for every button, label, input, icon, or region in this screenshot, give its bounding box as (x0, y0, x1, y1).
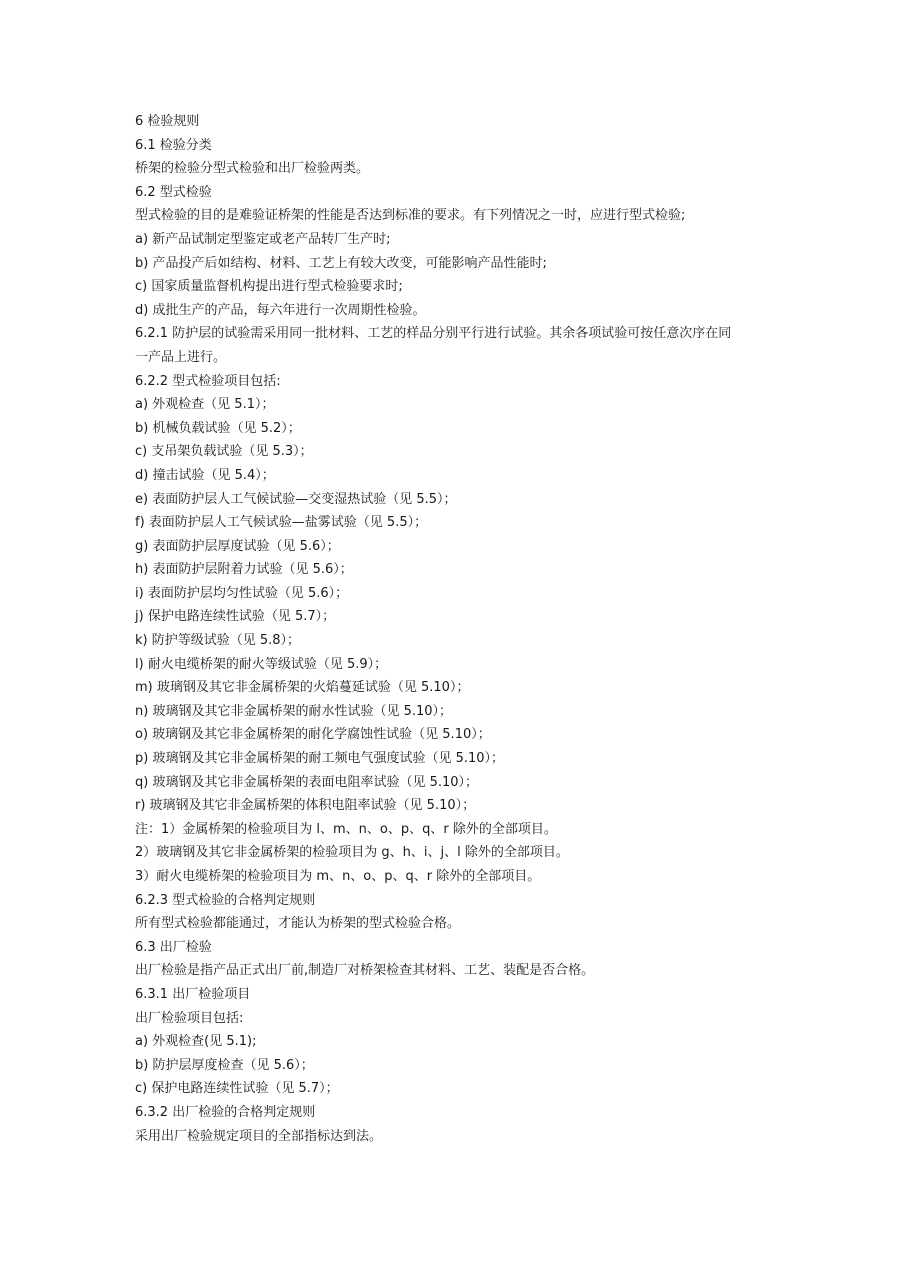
subsection-heading: 6.3 出厂检验 (135, 939, 212, 955)
paragraph: 6.2.1 防护层的试验需采用同一批材料、工艺的样品分别平行进行试验。其余各项试验可按任意次序在同 (135, 326, 732, 342)
list-item: o) 玻璃钢及其它非金属桥架的耐化学腐蚀性试验（见 5.10）； (135, 727, 491, 743)
section-heading: 6 检验规则 (135, 114, 200, 129)
list-item: a) 外观检查(见 5.1); (135, 1034, 257, 1050)
list-item: i) 表面防护层均匀性试验（见 5.6）； (135, 585, 349, 601)
paragraph: 桥架的检验分型式检验和出厂检验两类。 (135, 161, 370, 177)
list-item: d) 成批生产的产品，每六年进行一次周期性检验。 (135, 302, 426, 318)
paragraph: 所有型式检验都能通过，才能认为桥架的型式检验合格。 (135, 916, 461, 932)
list-item: b) 防护层厚度检查（见 5.6）； (135, 1057, 314, 1073)
list-item: b) 产品投产后如结构、材料、工艺上有较大改变，可能影响产品性能时; (135, 255, 547, 271)
list-item: k) 防护等级试验（见 5.8）； (135, 633, 301, 649)
paragraph-continuation: 一产品上进行。 (135, 349, 227, 365)
list-item: h) 表面防护层附着力试验（见 5.6）； (135, 562, 353, 578)
list-item: a) 新产品试制定型鉴定或老产品转厂生产时; (135, 231, 391, 247)
list-item: m) 玻璃钢及其它非金属桥架的火焰蔓延试验（见 5.10）； (135, 680, 470, 696)
subsection-heading: 6.2 型式检验 (135, 184, 212, 200)
list-item: d) 撞击试验（见 5.4）； (135, 467, 275, 483)
subsection-heading: 6.2.3 型式检验的合格判定规则 (135, 892, 316, 908)
list-item: e) 表面防护层人工气候试验—交变湿热试验（见 5.5）； (135, 491, 457, 507)
subsection-heading: 6.1 检验分类 (135, 137, 212, 153)
list-item: p) 玻璃钢及其它非金属桥架的耐工频电气强度试验（见 5.10）； (135, 751, 505, 767)
list-item: j) 保护电路连续性试验（见 5.7）； (135, 609, 336, 625)
list-item: g) 表面防护层厚度试验（见 5.6）； (135, 538, 340, 554)
document-page (135, 110, 785, 1148)
list-item: n) 玻璃钢及其它非金属桥架的耐水性试验（见 5.10）； (135, 703, 453, 719)
paragraph: 出厂检验是指产品正式出厂前,制造厂对桥架检查其材料、工艺、装配是否合格。 (135, 963, 595, 979)
subsection-heading: 6.3.1 出厂检验项目 (135, 986, 251, 1002)
note: 3）耐火电缆桥架的检验项目为 m、n、o、p、q、r 除外的全部项目。 (135, 869, 541, 884)
note: 注：1）金属桥架的检验项目为 l、m、n、o、p、q、r 除外的全部项目。 (135, 821, 557, 837)
list-item: a) 外观检查（见 5.1）； (135, 397, 275, 413)
list-item: c) 支吊架负载试验（见 5.3）； (135, 444, 313, 460)
paragraph: 出厂检验项目包括: (135, 1010, 244, 1026)
list-item: c) 国家质量监督机构提出进行型式检验要求时; (135, 279, 403, 295)
subsection-heading: 6.3.2 出厂检验的合格判定规则 (135, 1104, 316, 1120)
paragraph: 采用出厂检验规定项目的全部指标达到法。 (135, 1128, 383, 1144)
list-item: b) 机械负载试验（见 5.2）； (135, 420, 301, 436)
note: 2）玻璃钢及其它非金属桥架的检验项目为 g、h、i、j、l 除外的全部项目。 (135, 845, 569, 861)
list-item: f) 表面防护层人工气候试验—盐雾试验（见 5.5）； (135, 515, 428, 531)
subsection-heading: 6.2.2 型式检验项目包括: (135, 373, 281, 389)
list-item: c) 保护电路连续性试验（见 5.7）； (135, 1081, 339, 1097)
list-item: l) 耐火电缆桥架的耐火等级试验（见 5.9）； (135, 656, 388, 672)
paragraph: 型式检验的目的是难验证桥架的性能是否达到标准的要求。有下列情况之一时，应进行型式检验; (135, 208, 686, 224)
list-item: q) 玻璃钢及其它非金属桥架的表面电阻率试验（见 5.10）； (135, 774, 479, 790)
list-item: r) 玻璃钢及其它非金属桥架的体积电阻率试验（见 5.10）； (135, 798, 476, 814)
